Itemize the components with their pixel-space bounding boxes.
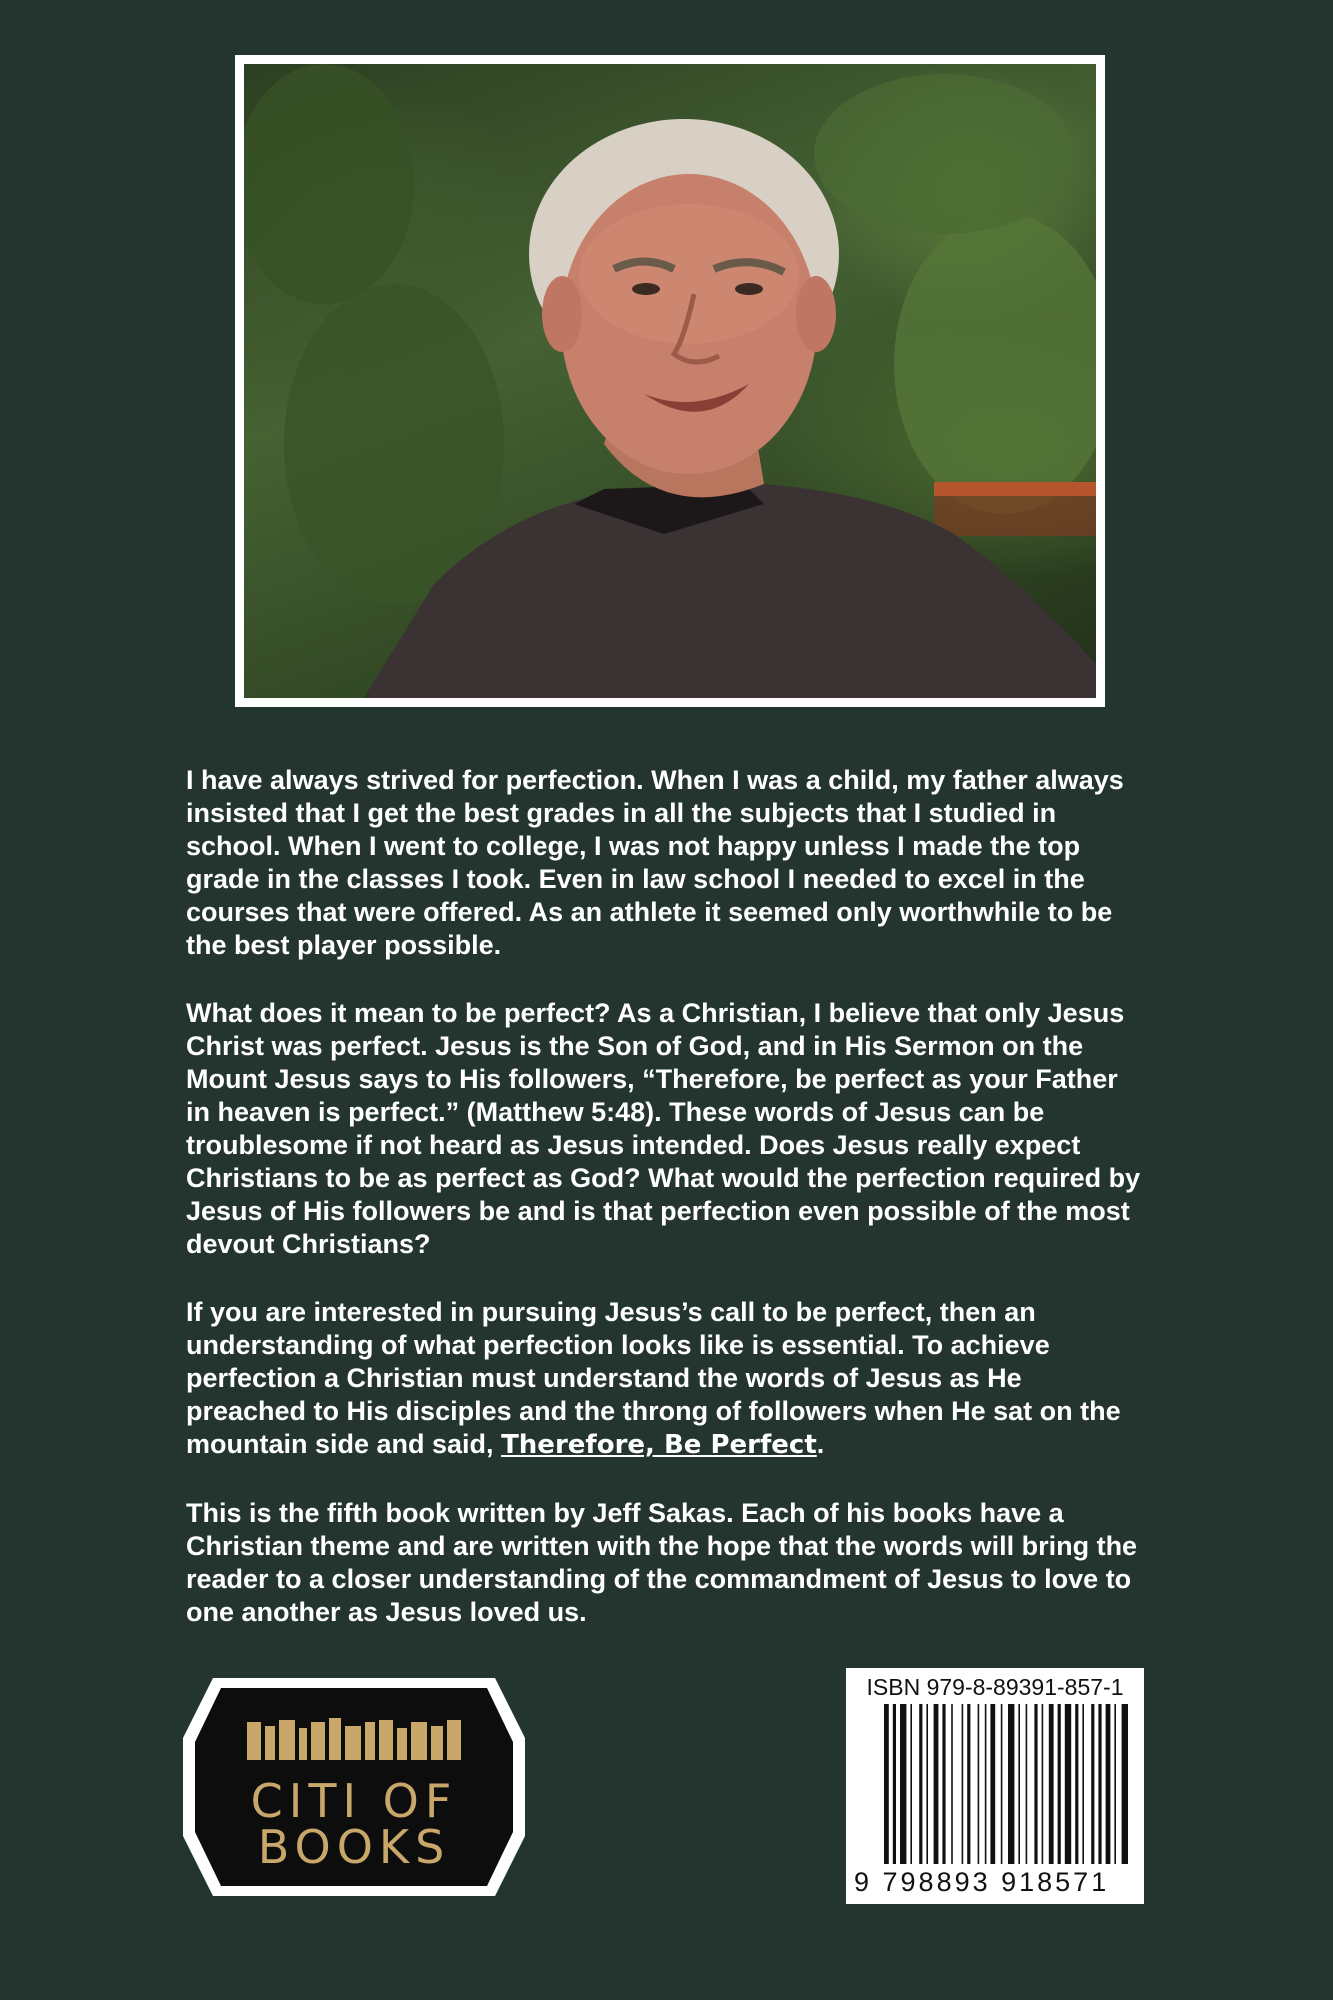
book-title-reference: Therefore, Be Perfect — [501, 1430, 817, 1460]
barcode-icon — [846, 1704, 1144, 1869]
publisher-logo — [183, 1668, 525, 1906]
blurb-paragraph-1: I have always strived for perfection. When I was a child, my father always insisted that I get the best grades in all the subjects that I studied in school. When I went to college, I was not happy unless I made the top grade in the classes I took. Even in law school I needed to excel in the courses that were offered. As an athlete it seemed only worthwhile to be the best player possible. — [186, 765, 1124, 960]
blurb-paragraph-2: What does it mean to be perfect? As a Christian, I believe that only Jesus Christ was perfect. Jesus is the Son of God, and in His Sermon on the Mount Jesus says to His followers, “Therefore, be perfect as your Father in heaven is perfect.” (Matthew 5:48). These words of Jesus can be troublesome if not heard as Jesus intended. Does Jesus really expect Christians to be as perfect as God? What would the perfection required by Jesus of His followers be and is that perfection even possible of the most devout Christians? — [186, 998, 1141, 1259]
blurb-paragraph-4: This is the fifth book written by Jeff Sakas. Each of his books have a Christian theme and are written with the hope that the words will bring the reader to a closer understanding of the commandment of Jesus to love to one another as Jesus loved us. — [186, 1498, 1138, 1627]
barcode-digits: 9 798893 918571 — [854, 1867, 1110, 1897]
blurb-paragraph-3 — [186, 1296, 1146, 1462]
blurb-paragraph-3-lead: If you are interested in pursuing Jesus’s call to be perfect, then an understanding of what perfection looks like is essential. To achieve perfection a Christian must understand the words of Jesus as He preached to His disciples and the throng of followers when He sat on the mountain side and said, — [186, 1297, 1121, 1459]
author-portrait-image — [244, 64, 1096, 698]
isbn-label: ISBN 979-8-89391-857-1 — [866, 1674, 1124, 1700]
author-photo — [244, 64, 1096, 698]
blurb-paragraph-3-end: . — [816, 1429, 825, 1459]
author-photo-frame — [235, 55, 1105, 707]
back-cover-blurb — [186, 764, 1146, 1664]
publisher-logo-line-2: BOOKS — [257, 1820, 451, 1874]
publisher-logo-line-1: CITI OF — [250, 1774, 458, 1828]
isbn-barcode — [846, 1668, 1144, 1904]
